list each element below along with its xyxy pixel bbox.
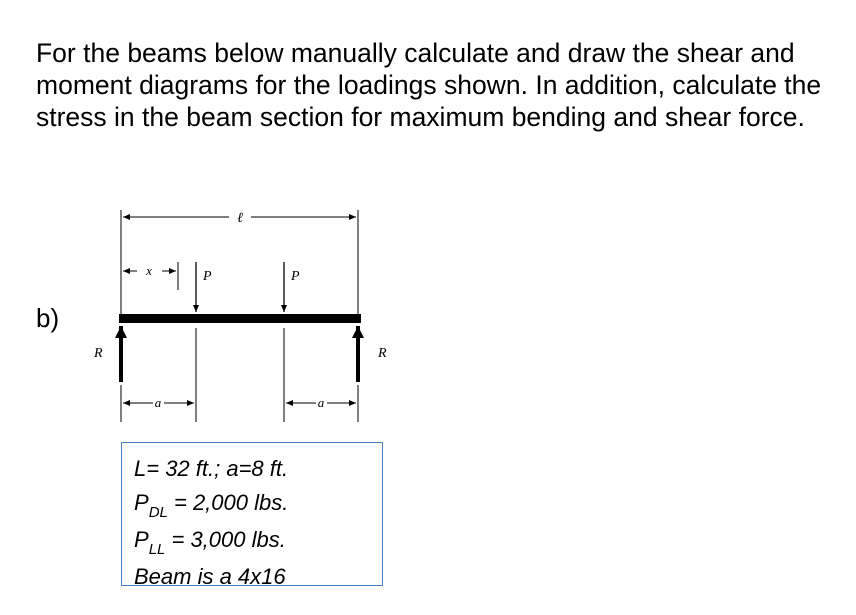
reaction-label-right: R (378, 346, 387, 361)
a-label-right: a (317, 395, 325, 410)
span-length-label: ℓ (237, 211, 243, 226)
part-label: b) (36, 303, 60, 333)
reaction-label-left: R (94, 346, 103, 361)
dead-load-value: = 2,000 lbs. (167, 490, 289, 515)
live-load-value: = 3,000 lbs. (165, 527, 286, 552)
dead-load-symbol: P (134, 490, 149, 515)
live-load-symbol: P (134, 527, 149, 552)
load-label-left: P (203, 269, 212, 284)
beam (119, 314, 361, 323)
a-label-left: a (154, 395, 162, 410)
dead-load-line (134, 486, 382, 523)
problem-statement: For the beams below manually calculate and draw the shear and moment diagrams for the loadings shown. In addition, calculate the stress in the beam section for maximum bending and shear force. (36, 38, 822, 132)
x-dimension-label: x (146, 263, 152, 278)
dead-load-subscript: DL (148, 504, 168, 521)
live-load-subscript: LL (148, 541, 166, 558)
beam-size-line: Beam is a 4x16 (134, 564, 286, 589)
given-values-box (121, 442, 383, 589)
length-spacing-line: L= 32 ft.; a=8 ft. (134, 456, 289, 481)
live-load-line (134, 523, 382, 560)
load-label-right: P (291, 269, 300, 284)
